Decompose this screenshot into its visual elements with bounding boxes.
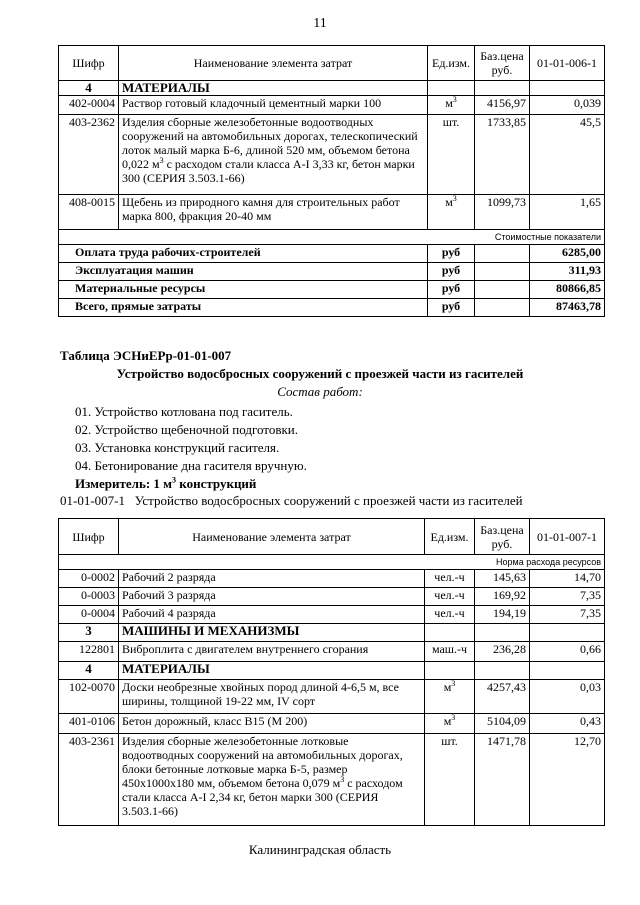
table-row: 403-2362 Изделия сборные железобетонные водоотводных сооружений на автомобильных дорогах, телескопический лоток малый марка Б-6, длиной 520 мм, объемом бетона 0,022 $м^3$ с расходом стали класса А-I 3,33 кг, бетон марки 300 (СЕРИЯ 3.503.1-66) шт. 1733,85 45,5 [59, 115, 605, 195]
unit-m3: $м^3$ [428, 195, 475, 230]
item-name-long: Изделия сборные железобетонные лотковые водоотводных сооружений на автомобильных дорогах, блоки бетонные лотковые марка Б-5, размер 450х1000х180 мм, объемом бетона 0,079 $м^3$ с расходом стали класса А-I 2,34 кг, бетон марки 300 (СЕРИЯ 3.503.1-66) [119, 734, 425, 826]
table-row: 401-0106 Бетон дорожный, класс В15 (М 200) $м^3$ 5104,09 0,43 [59, 714, 605, 734]
table-title: Таблица ЭСНиЕРр-01-01-007 [60, 348, 232, 363]
section-title: МАШИНЫ И МЕХАНИЗМЫ [119, 624, 425, 642]
total-label: Оплата труда рабочих-строителей [59, 245, 428, 263]
resource-table-1: Шифр Наименование элемента затрат Ед.изм. Баз.цена руб. 01-01-006-1 4 МАТЕРИАЛЫ 402-0004 Раствор готовый кладочный цементный марки 100 $м^3$ 4156,97 0,039 403-2362 Изделия сборные железобетонные водоотводных сооружений на автомобильных дорогах, телескопический лоток малый марка Б-6, длиной 520 мм, объемом бетона 0,022 $м^3$ с расходом стали класса А-I 3,33 кг, бетон марки 300 (СЕРИЯ 3.503.1-66) шт. 1733,85 45,5 408-0015 Щебень из природного камня для строительных работ марка 800, фракция 20-40 мм $м^3$ 1099,73 1,65 Стоимостные показатели Оплата труда рабочих-строителей руб 6285,00 Эксплуатация машин руб 311,93 Материальные ресурсы руб 80866,85 Всего, прямые затраты руб 87463,78 [58, 45, 605, 317]
header-code: Шифр [59, 519, 119, 555]
section-number: 4 [59, 662, 119, 680]
section-number: 4 [59, 81, 119, 96]
work-item: 04. Бетонирование дна гасителя вручную. [75, 458, 307, 473]
header-price: Баз.цена руб. [475, 46, 530, 81]
section-title: МАТЕРИАЛЫ [119, 662, 425, 680]
table-row: 408-0015 Щебень из природного камня для строительных работ марка 800, фракция 20-40 мм $м^3$ 1099,73 1,65 [59, 195, 605, 230]
unit-m3: $м^3$ [428, 96, 475, 115]
header-name: Наименование элемента затрат [119, 519, 425, 555]
table-row: 0-0003 Рабочий 3 разряда чел.-ч 169,92 7,35 [59, 588, 605, 606]
header-col-code: 01-01-007-1 [530, 519, 605, 555]
item-name-long: Изделия сборные железобетонные водоотводных сооружений на автомобильных дорогах, телескопический лоток малый марка Б-6, длиной 520 мм, объемом бетона 0,022 $м^3$ с расходом стали класса А-I 3,33 кг, бетон марки 300 (СЕРИЯ 3.503.1-66) [119, 115, 428, 195]
header-unit: Ед.изм. [425, 519, 475, 555]
total-label: Эксплуатация машин [59, 263, 428, 281]
unit-m3: $м^3$ [425, 714, 475, 734]
section-title: МАТЕРИАЛЫ [119, 81, 428, 96]
header-col-code: 01-01-006-1 [530, 46, 605, 81]
footer-region: Калининградская область [248, 842, 392, 857]
table-row: 0-0002 Рабочий 2 разряда чел.-ч 145,63 14,70 [59, 570, 605, 588]
table-row: 403-2361 Изделия сборные железобетонные лотковые водоотводных сооружений на автомобильных дорогах, блоки бетонные лотковые марка Б-5, размер 450х1000х180 мм, объемом бетона 0,079 $м^3$ с расходом стали класса А-I 2,34 кг, бетон марки 300 (СЕРИЯ 3.503.1-66) шт. 1471,78 12,70 [59, 734, 605, 826]
header-code: Шифр [59, 46, 119, 81]
cost-header: Стоимостные показатели [475, 230, 605, 245]
work-item: 02. Устройство щебеночной подготовки. [75, 422, 298, 437]
table-row: 122801 Виброплита с двигателем внутреннего сгорания маш.-ч 236,28 0,66 [59, 642, 605, 662]
subtitle: Устройство водосбросных сооружений с проезжей части из гасителей [116, 366, 524, 381]
item-line: 01-01-007-1 Устройство водосбросных сооружений с проезжей части из гасителей [60, 493, 523, 508]
resource-table-2 [58, 518, 605, 826]
measure-unit: Измеритель: 1 $м^3$ конструкций [75, 475, 257, 491]
table-row: 102-0070 Доски необрезные хвойных пород длиной 4-6,5 м, все ширины, толщиной 19-22 мм, IV сорт $м^3$ 4257,43 0,03 [59, 680, 605, 714]
page-number: 11 [313, 16, 327, 31]
total-label: Материальные ресурсы [59, 281, 428, 299]
work-item: 01. Устройство котлована под гаситель. [75, 404, 293, 419]
header-price: Баз.цена руб. [475, 519, 530, 555]
works-title: Состав работ: [277, 384, 363, 399]
header-unit: Ед.изм. [428, 46, 475, 81]
table-row: 402-0004 Раствор готовый кладочный цементный марки 100 $м^3$ 4156,97 0,039 [59, 96, 605, 115]
section-number: 3 [59, 624, 119, 642]
header-name: Наименование элемента затрат [119, 46, 428, 81]
table-row: 0-0004 Рабочий 4 разряда чел.-ч 194,19 7,35 [59, 606, 605, 624]
work-item: 03. Установка конструкций гасителя. [75, 440, 280, 455]
norm-header: Норма расхода ресурсов [475, 555, 605, 570]
total-label: Всего, прямые затраты [59, 299, 428, 317]
unit-m3: $м^3$ [425, 680, 475, 714]
